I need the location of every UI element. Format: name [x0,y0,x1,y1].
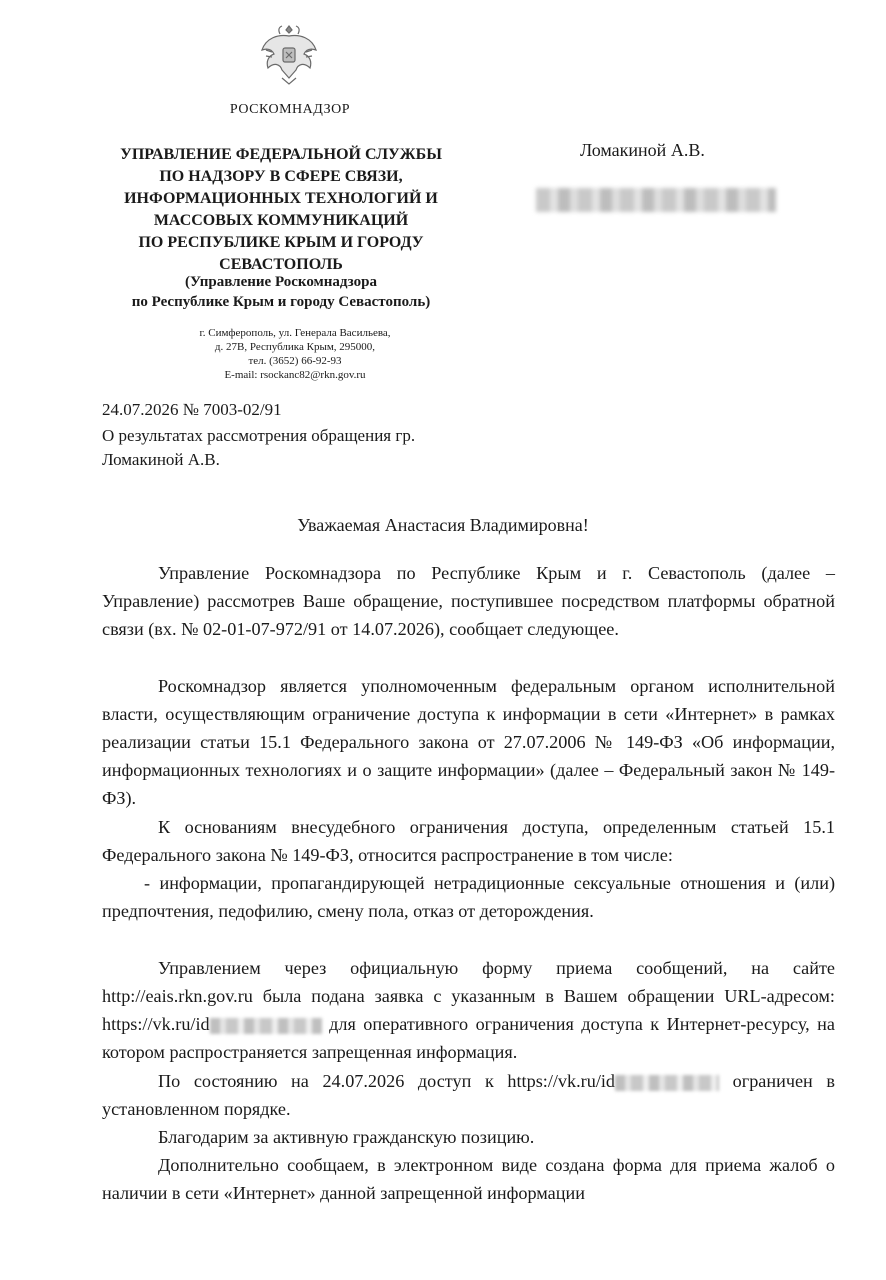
recipient-name: Ломакиной А.В. [580,140,705,160]
redacted-url [210,1018,322,1034]
paragraph-3: К основаниям внесудебного ограничения доступа, определенным статьей 15.1 Федерального закона № 149-ФЗ, относится распространение в том числе: [102,817,835,865]
paragraph-5: По состоянию на 24.07.2026 доступ к https://vk.ru/id ограничен в установленном порядке. [102,1071,835,1119]
paragraph-1: Управление Роскомнадзора по Республике Крым и г. Севастополь (далее – Управление) рассмотрев Ваше обращение, поступившее посредством платформы обратной связи (вх. № 02-01-07-972/91 от 14.07.2026), сообщает следующее. [102,563,835,639]
paragraph-2: Роскомнадзор является уполномоченным федеральным органом исполнительной власти, осуществляющим ограничение доступа к информации в сети «Интернет» в рамках реализации статьи 15.1 Федерального закона от 27.07.2006 № 149-ФЗ «Об информации, информационных технологиях и о защите информации» (далее – Федеральный закон № 149-ФЗ). [102,676,835,808]
paragraph-6: Благодарим за активную гражданскую позицию. [158,1127,535,1147]
paragraph-4: Управлением через официальную форму приема сообщений, на сайте http://eais.rkn.gov.ru была подана заявка с указанным в Вашем обращении URL-адресом: https://vk.ru/id для оперативного ограничения доступа к Интернет-ресурсу, на котором распространяется запрещенная информация. [102,958,835,1062]
coat-of-arms-icon [258,20,320,86]
sender-address: г. Симферополь, ул. Генерала Васильева, д. 27В, Республика Крым, 295000, тел. (3652) 66-92-93 E-mail: rsockanc82@rkn.gov.ru [199,327,391,381]
redacted-url [615,1075,719,1091]
salutation: Уважаемая Анастасия Владимировна! [297,515,589,535]
authority-name: УПРАВЛЕНИЕ ФЕДЕРАЛЬНОЙ СЛУЖБЫ ПО НАДЗОРУ В СФЕРЕ СВЯЗИ, ИНФОРМАЦИОННЫХ ТЕХНОЛОГИЙ И МАССОВЫХ КОММУНИКАЦИЙ ПО РЕСПУБЛИКЕ КРЫМ И ГОРОДУ СЕВАСТОПОЛЬ [120,146,442,273]
subject-line-name: Ломакиной А.В. [102,450,220,469]
registration-date-number: 24.07.2026 № 7003-02/91 [102,400,282,419]
agency-name: РОСКОМНАДЗОР [229,102,351,117]
authority-short-name: (Управление Роскомнадзора по Республике Крым и городу Севастополь) [131,274,431,310]
subject-line: О результатах рассмотрения обращения гр. [102,426,416,445]
list-item: - информации, пропагандирующей нетрадиционные сексуальные отношения и (или) предпочтения, педофилию, смену пола, отказ от деторождения. [102,873,835,921]
redacted-recipient-address [536,188,776,212]
paragraph-7: Дополнительно сообщаем, в электронном виде создана форма для приема жалоб о наличии в сети «Интернет» данной запрещенной информации [102,1155,835,1203]
